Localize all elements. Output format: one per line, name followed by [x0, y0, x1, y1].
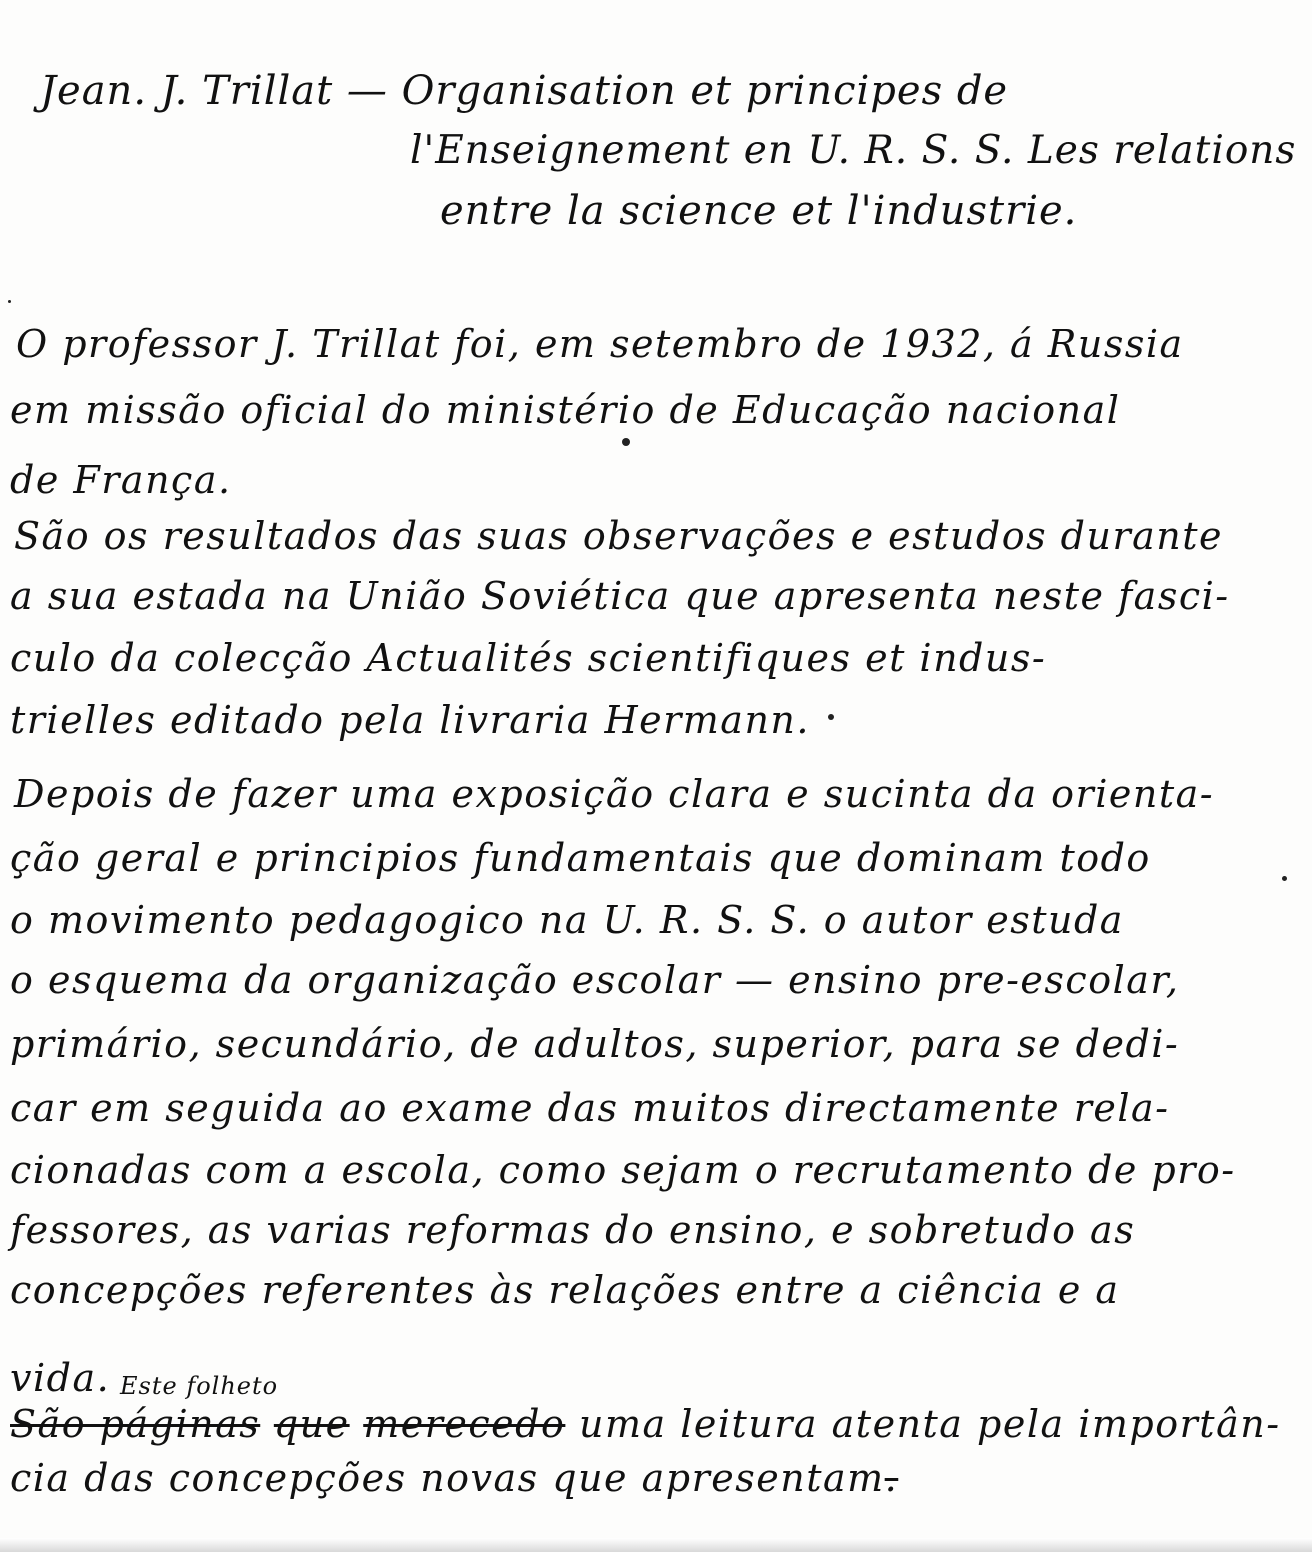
- ink-speck: [622, 438, 630, 446]
- title-line-2: l'Enseignement en U. R. S. S. Les relations: [410, 128, 1297, 173]
- struck-words-3: merecedo: [363, 1402, 566, 1446]
- body-line-10: o movimento pedagogico na U. R. S. S. o autor estuda: [10, 898, 1124, 942]
- struck-words-2: que: [273, 1402, 350, 1446]
- ink-speck: [828, 714, 834, 720]
- body-line-13: car em seguida ao exame das muitos directamente rela-: [10, 1086, 1170, 1130]
- final-line: [10, 1456, 898, 1500]
- body-line-14: cionadas com a escola, como sejam o recrutamento de pro-: [10, 1148, 1236, 1192]
- struck-words-1: São páginas: [10, 1402, 261, 1446]
- body-line-9: ção geral e principios fundamentais que dominam todo: [10, 836, 1151, 880]
- body-line-12: primário, secundário, de adultos, superior, para se dedi-: [10, 1022, 1180, 1066]
- revised-line-text: uma leitura atenta pela importân-: [578, 1402, 1281, 1446]
- body-line-8: Depois de fazer uma exposição clara e sucinta da orienta-: [14, 772, 1215, 816]
- body-line-3: de França.: [10, 458, 232, 502]
- body-line-15: fessores, as varias reformas do ensino, e sobretudo as: [10, 1208, 1136, 1252]
- title-line-3: entre la science et l'industrie.: [440, 188, 1078, 234]
- final-line-text: cia das concepções novas que apresentam: [10, 1456, 885, 1500]
- body-line-11: o esquema da organização escolar — ensino pre-escolar,: [10, 958, 1180, 1002]
- body-line-1: O professor J. Trillat foi, em setembro de 1932, á Russia: [16, 322, 1184, 366]
- scan-bottom-edge: [0, 1538, 1312, 1552]
- body-line-16: concepções referentes às relações entre a ciência e a: [10, 1268, 1120, 1312]
- final-line-struck: .: [884, 1456, 899, 1500]
- body-line-4: São os resultados das suas observações e estudos durante: [14, 514, 1224, 558]
- ink-speck: [8, 300, 11, 303]
- inserted-phrase: Este folheto: [120, 1372, 279, 1400]
- body-line-17: vida.: [10, 1356, 111, 1400]
- body-line-6: culo da colecção Actualités scientifiques et indus-: [10, 636, 1047, 680]
- ink-speck: [1282, 876, 1287, 881]
- title-line-1: Jean. J. Trillat — Organisation et principes de: [40, 68, 1009, 114]
- body-line-7: trielles editado pela livraria Hermann.: [10, 698, 810, 742]
- revised-line: [10, 1402, 1281, 1446]
- body-line-2: em missão oficial do ministério de Educação nacional: [10, 388, 1121, 432]
- body-line-5: a sua estada na União Soviética que apresenta neste fasci-: [10, 574, 1230, 618]
